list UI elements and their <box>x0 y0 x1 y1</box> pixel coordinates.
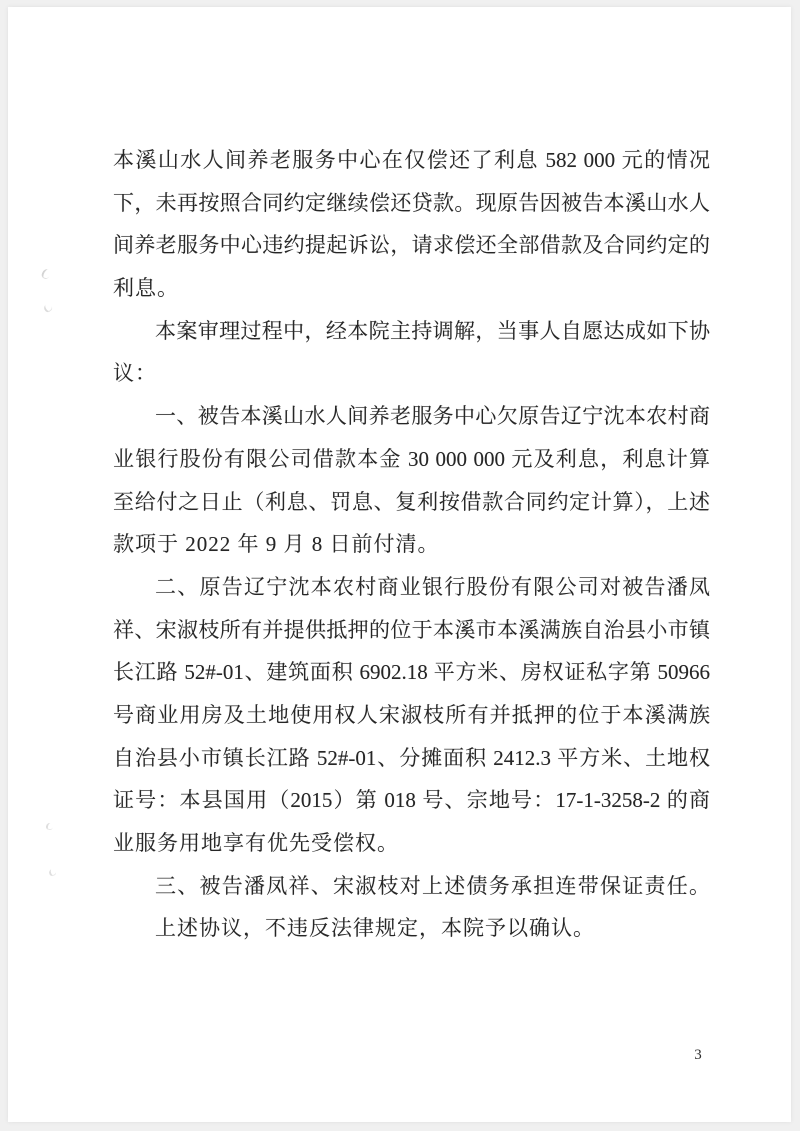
text-line: 下，未再按照合同约定继续偿还贷款。现原告因被告本溪山水人 <box>113 190 710 215</box>
text-line: 一、被告本溪山水人间养老服务中心欠原告辽宁沈本农村商 <box>155 404 710 429</box>
text-line: 祥、宋淑枝所有并提供抵押的位于本溪市本溪满族自治县小市镇 <box>113 617 710 642</box>
text-line: 长江路 52#-01、建筑面积 6902.18 平方米、房权证私字第 50966 <box>113 660 710 685</box>
text-line: 间养老服务中心违约提起诉讼，请求偿还全部借款及合同约定的 <box>113 233 710 258</box>
text-line: 业服务用地享有优先受偿权。 <box>113 831 399 855</box>
text-line: 本溪山水人间养老服务中心在仅偿还了利息 582 000 元的情况 <box>113 148 710 172</box>
document-page <box>8 7 791 1122</box>
text-line: 款项于 2022 年 9 月 8 日前付清。 <box>113 532 440 557</box>
text-line: 自治县小市镇长江路 52#-01、分摊面积 2412.3 平方米、土地权 <box>113 745 710 770</box>
text-line: 至给付之日止（利息、罚息、复利按借款合同约定计算），上述 <box>113 489 710 514</box>
text-line: 号商业用房及土地使用权人宋淑枝所有并抵押的位于本溪满族 <box>113 702 710 727</box>
scan-artifact <box>42 302 53 313</box>
text-line: 利息。 <box>113 276 179 301</box>
text-line: 业银行股份有限公司借款本金 30 000 000 元及利息，利息计算 <box>113 446 710 471</box>
scan-artifact <box>45 822 53 830</box>
text-line: 二、原告辽宁沈本农村商业银行股份有限公司对被告潘凤 <box>155 574 710 599</box>
scan-artifact <box>40 268 51 280</box>
page-number: 3 <box>694 1047 702 1063</box>
text-line: 证号：本县国用（2015）第 018 号、宗地号：17-1-3258-2 的商 <box>113 788 710 813</box>
scan-artifact <box>48 868 57 877</box>
text-line: 本案审理过程中，经本院主持调解，当事人自愿达成如下协 <box>155 318 710 343</box>
text-line: 上述协议，不违反法律规定，本院予以确认。 <box>155 916 595 941</box>
text-line: 三、被告潘凤祥、宋淑枝对上述债务承担连带保证责任。 <box>155 873 710 898</box>
document-body <box>113 139 710 950</box>
text-line: 议： <box>113 361 157 386</box>
